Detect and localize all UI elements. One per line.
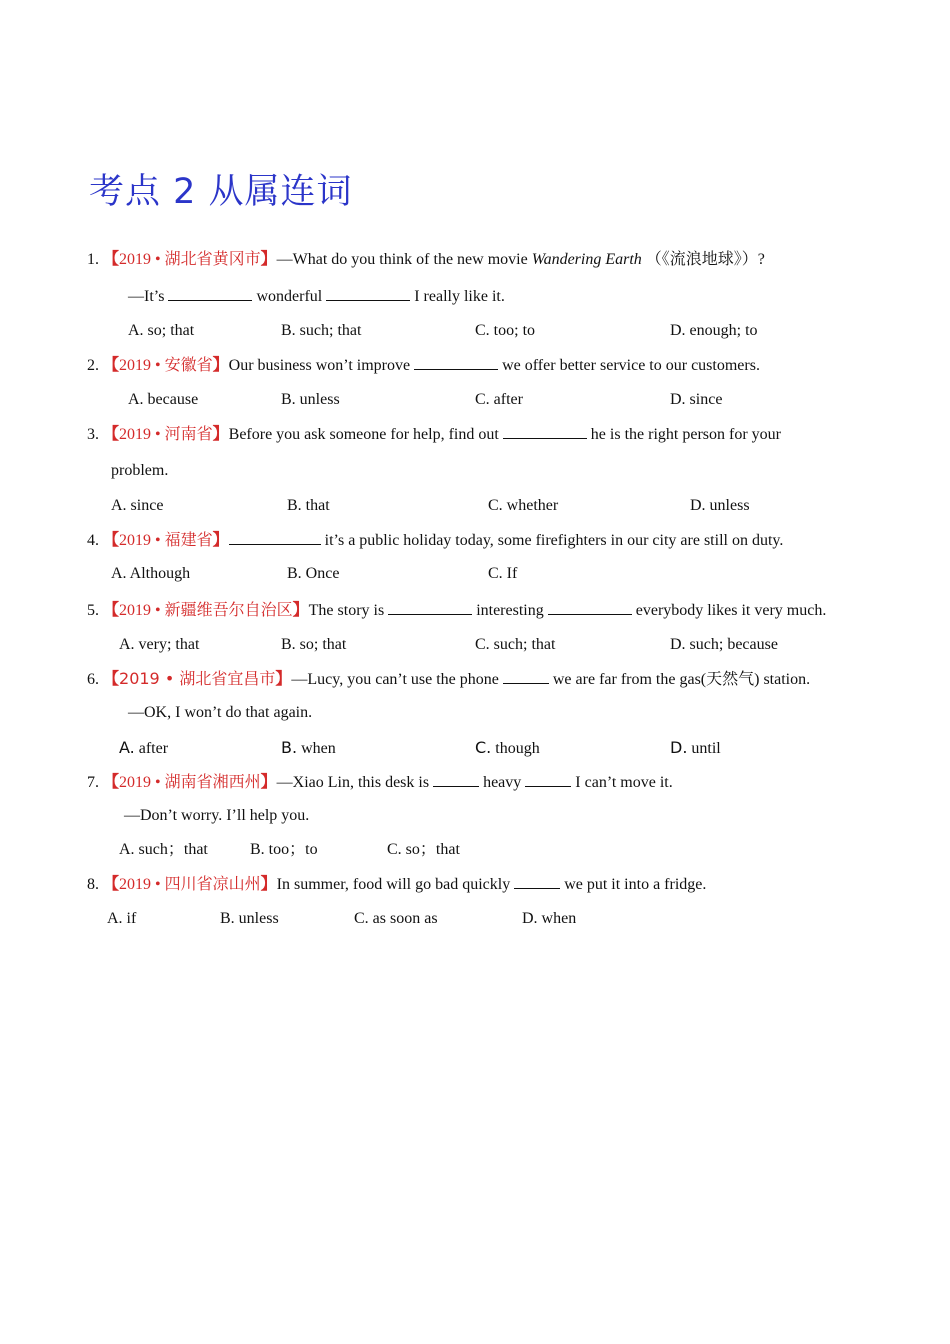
question-1-line-2: —It’s wonderful I really like it. [128,288,505,305]
option-c[interactable]: C. after [475,391,523,408]
answer-blank[interactable] [548,600,632,615]
option-c[interactable]: C. whether [488,497,559,514]
option-c[interactable]: C. If [488,565,518,582]
option-d[interactable]: D. until [670,738,721,757]
question-source: 【2019 • 四川省凉山州】 [103,876,277,893]
answer-blank[interactable] [503,669,549,684]
option-b[interactable]: B. unless [220,910,279,927]
option-c[interactable]: C. too; to [475,322,536,339]
option-a[interactable]: A. if [107,910,137,927]
option-b[interactable]: B. that [287,497,330,514]
answer-blank[interactable] [503,424,587,439]
question-source: 【2019 • 新疆维吾尔自治区】 [103,602,309,619]
option-a[interactable]: A. Although [111,565,191,582]
question-source: 【2019 • 安徽省】 [103,357,229,374]
option-d[interactable]: D. unless [690,497,750,514]
question-7-line-2: —Don’t worry. I’ll help you. [124,807,310,824]
option-b[interactable]: B. when [281,738,336,757]
option-a[interactable]: A. because [128,391,199,408]
option-d[interactable]: D. such; because [670,636,778,653]
answer-blank[interactable] [414,355,498,370]
option-b[interactable]: B. so; that [281,636,347,653]
answer-blank[interactable] [514,874,560,889]
question-3: 3. 【2019 • 河南省】Before you ask someone for help, find out he is the right person for your [87,426,781,443]
question-4: 4. 【2019 • 福建省】 it’s a public holiday today, some firefighters in our city are still on duty. [87,532,784,549]
answer-blank[interactable] [433,772,479,787]
question-1: 1. 【2019 • 湖北省黄冈市】—What do you think of the new movie Wandering Earth （《流浪地球》）? [87,251,765,268]
answer-blank[interactable] [525,772,571,787]
option-d[interactable]: D. since [670,391,723,408]
question-source: 【2019 • 河南省】 [103,426,229,443]
question-5: 5. 【2019 • 新疆维吾尔自治区】The story is interesting everybody likes it very much. [87,602,827,619]
question-source: 【2019 • 湖北省黄冈市】 [103,251,277,268]
question-number: 1. [87,251,99,268]
question-source: 【2019 • 湖南省湘西州】 [103,774,277,791]
question-8: 8. 【2019 • 四川省凉山州】In summer, food will go bad quickly we put it into a fridge. [87,876,707,893]
option-a[interactable]: A. after [119,738,169,757]
question-2: 2. 【2019 • 安徽省】Our business won’t improve we offer better service to our customers. [87,357,760,374]
question-3-line-2: problem. [111,462,169,479]
option-d[interactable]: D. enough; to [670,322,758,339]
answer-blank[interactable] [168,286,252,301]
option-a[interactable]: A. so; that [128,322,195,339]
option-b[interactable]: B. too；to [250,841,318,858]
option-b[interactable]: B. unless [281,391,340,408]
option-a[interactable]: A. such；that [119,841,208,858]
option-b[interactable]: B. Once [287,565,340,582]
answer-blank[interactable] [229,530,321,545]
answer-blank[interactable] [388,600,472,615]
page-title: 考点 2 从属连词 [89,172,353,212]
movie-title: Wandering Earth [531,251,642,268]
question-7: 7. 【2019 • 湖南省湘西州】—Xiao Lin, this desk is heavy I can’t move it. [87,774,673,791]
option-a[interactable]: A. since [111,497,164,514]
option-a[interactable]: A. very; that [119,636,200,653]
question-source: 【2019 • 福建省】 [103,532,229,549]
option-c[interactable]: C. though [475,738,540,757]
answer-blank[interactable] [326,286,410,301]
option-c[interactable]: C. so；that [387,841,460,858]
question-6: 6. 【2019 • 湖北省宜昌市】—Lucy, you can’t use the phone we are far from the gas(天然气) station. [87,669,811,688]
option-d[interactable]: D. when [522,910,577,927]
question-6-line-2: —OK, I won’t do that again. [128,704,313,721]
option-b[interactable]: B. such; that [281,322,362,339]
option-c[interactable]: C. such; that [475,636,556,653]
question-source: 【2019 • 湖北省宜昌市】 [103,669,292,688]
option-c[interactable]: C. as soon as [354,910,438,927]
